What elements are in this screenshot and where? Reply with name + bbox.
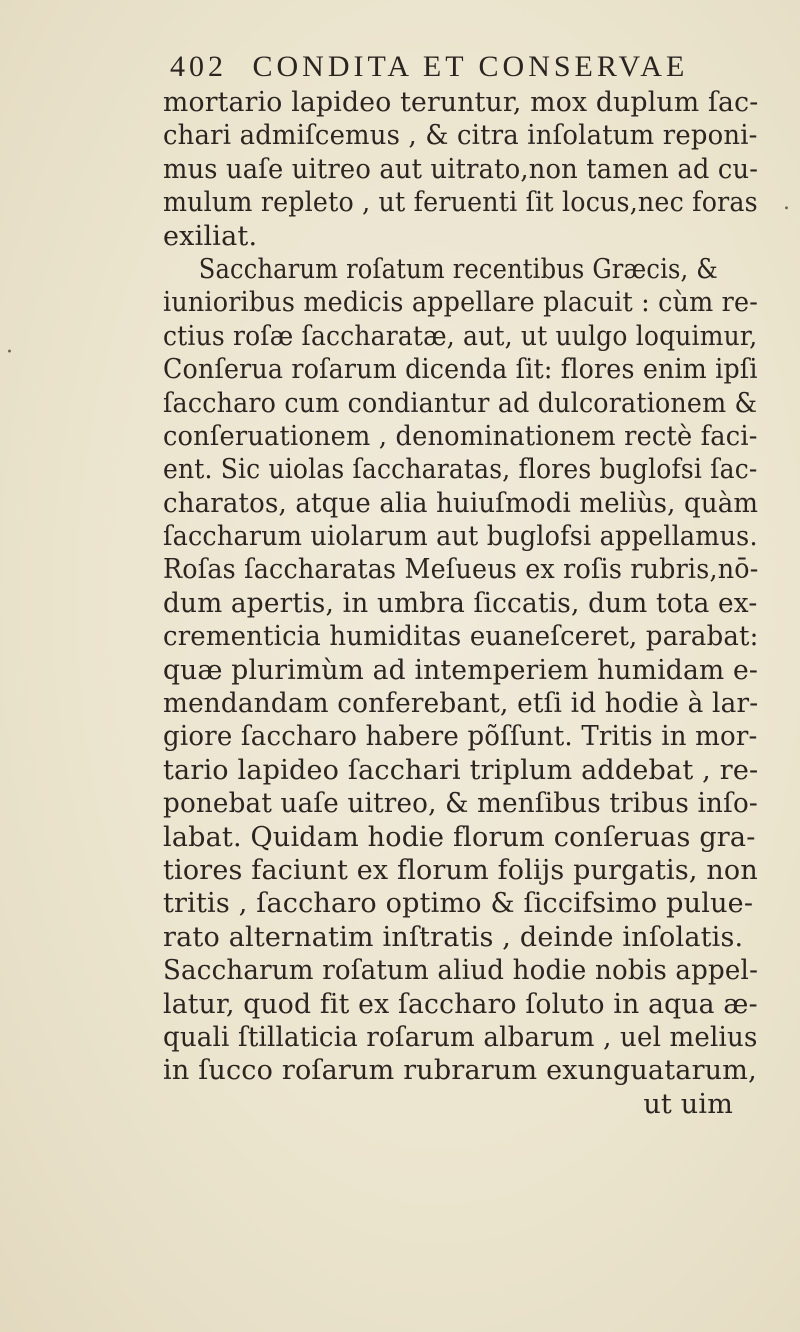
text-line: Roſas ſaccharatas Meſueus ex roſis rubris,nō- — [163, 554, 759, 586]
text-line: in ſucco roſarum rubrarum exunguatarum, — [163, 1055, 757, 1087]
text-line: ctius roſæ ſaccharatæ, aut, ut uulgo loquimur, — [163, 320, 758, 352]
catchword: ut uim — [643, 1088, 733, 1120]
running-header — [170, 50, 750, 84]
text-line: giore ſaccharo habere põſſunt. Tritis in mor- — [163, 721, 758, 753]
page-number: 402 — [170, 50, 227, 83]
paragraph-start-line: Saccharum roſatum recentibus Græcis, & — [198, 253, 718, 285]
text-line: labat. Quidam hodie florum conſeruas gra- — [163, 821, 756, 853]
text-line: crementicia humiditas euaneſceret, parabat: — [163, 621, 759, 653]
text-line: ſaccharum uiolarum aut buglofsi appellamus. — [163, 521, 758, 553]
text-line: mus uaſe uitreo aut uitrato,non tamen ad cu- — [163, 153, 759, 185]
running-title: CONDITA ET CONSERVAE — [252, 50, 689, 83]
text-line: charatos, atque alia huiuſmodi meliùs, quàm — [163, 487, 759, 519]
margin-dot-mark: . — [783, 190, 790, 215]
text-line: mortario lapideo teruntur, mox duplum ſac- — [163, 87, 759, 118]
text-line: Conſerua roſarum dicenda ſit: flores enim ipſi — [163, 354, 758, 386]
text-line: ponebat uaſe uitreo, & menſibus tribus inſo- — [163, 788, 758, 820]
text-line: latur, quod fit ex ſaccharo ſoluto in aqua æ- — [163, 988, 758, 1020]
text-line: mendandam conferebant, etſi id hodie à lar- — [163, 688, 759, 720]
text-line: tario lapideo ſacchari triplum addebat , re- — [163, 754, 759, 786]
text-line: iunioribus medicis appellare placuit : cùm re- — [163, 287, 759, 319]
text-line: ſaccharo cum condiantur ad dulcorationem & — [163, 387, 758, 419]
margin-speck-mark: · — [6, 340, 13, 365]
text-line: chari admiſcemus , & citra inſolatum reponi- — [163, 120, 758, 152]
text-line: exiliat. — [163, 220, 258, 252]
text-line: tritis , ſaccharo optimo & ſiccifsimo pulue- — [163, 888, 754, 920]
text-line: quali ſtillaticia roſarum albarum , uel melius — [163, 1021, 758, 1053]
text-line: Saccharum roſatum aliud hodie nobis appel- — [163, 955, 759, 987]
text-line: mulum repleto , ut feruenti ſit locus,nec foras — [163, 187, 758, 219]
body-text — [163, 86, 763, 1121]
text-line: rato alternatim inſtratis , deinde inſolatis. — [163, 921, 744, 953]
text-line: tiores faciunt ex florum folijs purgatis, non — [163, 854, 758, 886]
text-line: dum apertis, in umbra ſiccatis, dum tota ex- — [163, 587, 758, 619]
text-line: ent. Sic uiolas ſaccharatas, flores buglofsi ſac- — [163, 454, 758, 486]
text-line: conſeruationem , denominationem rectè faci- — [163, 420, 758, 452]
text-line: quæ plurimùm ad intemperiem humidam e- — [163, 654, 759, 686]
